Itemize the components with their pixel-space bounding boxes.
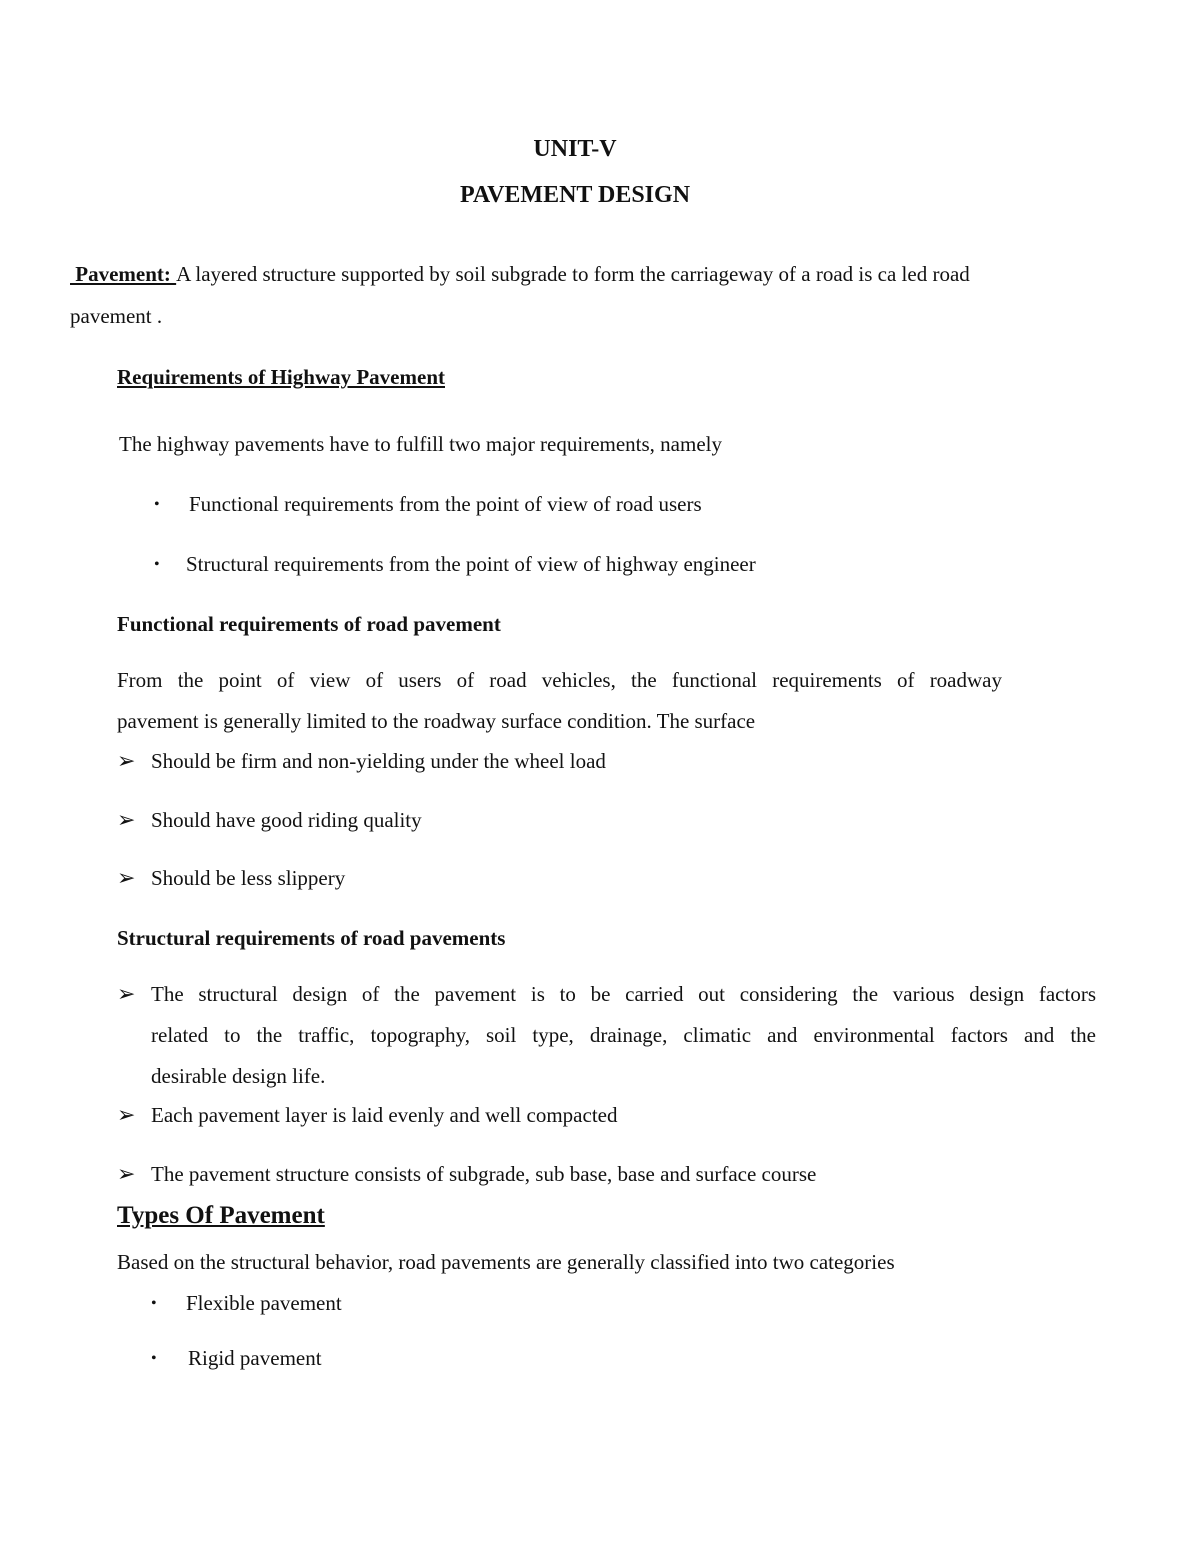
bullet-dot-icon: •: [151, 1350, 157, 1367]
definition-text-1: A layered structure supported by soil subgrade to form the carriageway of a road is ca led road: [176, 262, 970, 286]
structural-heading: Structural requirements of road pavements: [117, 926, 506, 950]
structural-item-1-line-3: desirable design life.: [151, 1064, 326, 1088]
arrow-bullet-icon: ➢: [117, 748, 136, 773]
bullet-dot-icon: •: [151, 1295, 157, 1312]
requirements-bullet-2: Structural requirements from the point of view of highway engineer: [186, 552, 756, 576]
structural-item-2: Each pavement layer is laid evenly and well compacted: [151, 1103, 618, 1127]
arrow-bullet-icon: ➢: [117, 1102, 136, 1127]
structural-item-1-line-2: related to the traffic, topography, soil type, drainage, climatic and environmental factors and the: [151, 1023, 1096, 1047]
types-intro: Based on the structural behavior, road pavements are generally classified into two categories: [117, 1250, 895, 1274]
functional-para-1: From the point of view of users of road vehicles, the functional requirements of roadway: [117, 668, 1002, 692]
functional-item-1: Should be firm and non-yielding under the wheel load: [151, 749, 606, 773]
structural-item-3: The pavement structure consists of subgrade, sub base, base and surface course: [151, 1162, 817, 1186]
unit-title: UNIT-V: [533, 136, 617, 162]
functional-para-2: pavement is generally limited to the roadway surface condition. The surface: [117, 709, 756, 733]
functional-item-3: Should be less slippery: [151, 866, 346, 890]
requirements-bullet-1: Functional requirements from the point of view of road users: [189, 492, 702, 516]
structural-item-1-line-1: The structural design of the pavement is to be carried out considering the various design factors: [151, 982, 1096, 1006]
requirements-heading: Requirements of Highway Pavement: [117, 365, 445, 389]
arrow-bullet-icon: ➢: [117, 1161, 136, 1186]
bullet-dot-icon: •: [154, 556, 160, 573]
types-bullet-1: Flexible pavement: [186, 1291, 342, 1315]
requirements-intro: The highway pavements have to fulfill two major requirements, namely: [119, 432, 722, 456]
definition-term: Pavement:: [70, 262, 177, 286]
functional-heading: Functional requirements of road pavement: [117, 612, 501, 636]
definition-line-2: pavement .: [70, 304, 163, 328]
arrow-bullet-icon: ➢: [117, 807, 136, 832]
arrow-bullet-icon: ➢: [117, 981, 136, 1006]
types-bullet-2: Rigid pavement: [188, 1346, 322, 1370]
arrow-bullet-icon: ➢: [117, 865, 136, 890]
bullet-dot-icon: •: [154, 496, 160, 513]
definition-line-1: [70, 262, 970, 287]
functional-item-2: Should have good riding quality: [151, 808, 422, 832]
types-heading: Types Of Pavement: [117, 1202, 325, 1229]
page-title: PAVEMENT DESIGN: [459, 182, 691, 208]
